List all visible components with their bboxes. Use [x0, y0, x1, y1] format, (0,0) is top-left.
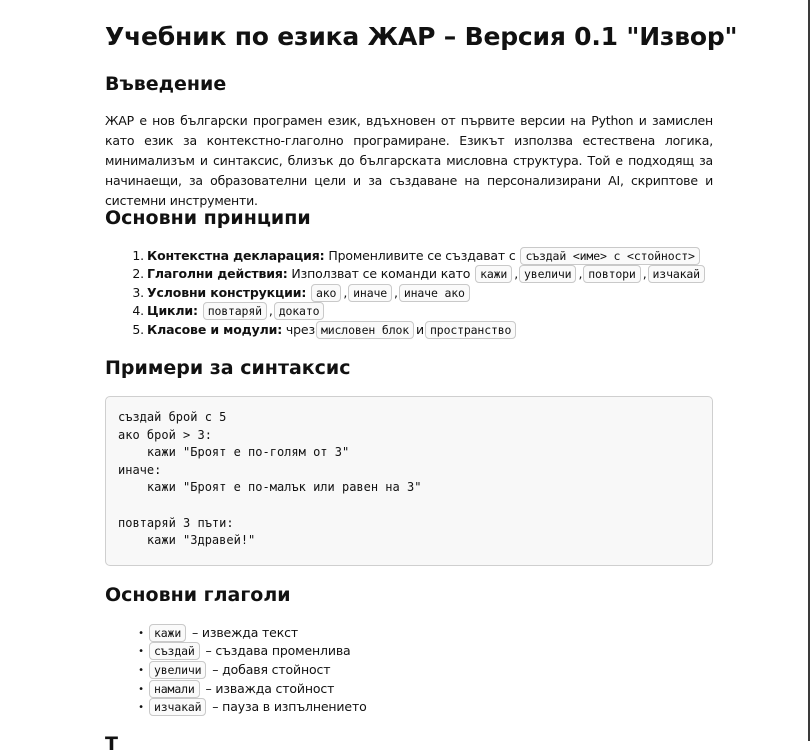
code-inline: повтори — [583, 265, 640, 283]
code-inline: мисловен блок — [316, 321, 414, 339]
bullet-icon: • — [138, 684, 144, 695]
bullet-icon: • — [138, 646, 144, 657]
code-inline: докато — [274, 302, 325, 320]
code-inline: създай — [149, 642, 200, 660]
principle-label: Цикли: — [147, 303, 198, 318]
principles-heading: Основни принципи — [105, 207, 311, 229]
code-inline: увеличи — [519, 265, 576, 283]
bullet-icon: • — [138, 702, 144, 713]
code-inline: изчакай — [149, 698, 206, 716]
principle-label: Контекстна декларация: — [147, 248, 325, 263]
code-inline: повтаряй — [203, 302, 267, 320]
code-inline: създай <име> с <стойност> — [520, 247, 699, 265]
code-block — [105, 396, 713, 566]
verb-item: • намали – изважда стойност — [136, 680, 334, 699]
principle-item: 2. Глаголни действия: Използват се команди като кажи , увеличи , повтори , изчакай — [128, 265, 707, 283]
intro-heading: Въведение — [105, 73, 227, 95]
verb-item: • създай – създава променлива — [136, 642, 351, 661]
principle-label: Класове и модули: — [147, 322, 283, 337]
principle-label: Условни конструкции: — [147, 285, 307, 300]
verb-item: • изчакай – пауза в изпълнението — [136, 698, 367, 717]
code-inline: кажи — [149, 624, 186, 642]
principle-item: 5. Класове и модули: чрез мисловен блок и пространство — [128, 321, 518, 339]
intro-paragraph: ЖАР е нов български програмен език, вдъхновен от първите версии на Python и замислен като език за контекстно-глаголно програмиране. Езикът използва естествена логика, минимализъм и синтаксис, близък до българската мисловна структура. Той е подходящ за начинаещи, за образователни цели и за създаване на персонализирани AI, скриптове и системни инструменти. — [105, 113, 713, 208]
verb-item: • кажи – извежда текст — [136, 624, 298, 643]
principle-item: 3. Условни конструкции: ако , иначе , иначе ако — [128, 284, 472, 302]
verb-item: • увеличи – добавя стойност — [136, 661, 330, 680]
code-block-text: създай брой с 5 ако брой > 3: кажи "Броят е по-голям от 3" иначе: кажи "Броят е по-малък или равен на 3" повтаряй 3 пъти: кажи "Здравей!" — [118, 410, 422, 548]
principle-item: 1. Контекстна декларация: Променливите се създават с създай <име> с <стойност> — [128, 247, 702, 265]
code-inline: кажи — [475, 265, 512, 283]
principle-item: 4. Цикли: повтаряй , докато — [128, 302, 326, 320]
code-inline: пространство — [425, 321, 516, 339]
next-section-heading: Т — [105, 733, 118, 755]
bullet-icon: • — [138, 628, 144, 639]
code-inline: ако — [311, 284, 341, 302]
syntax-heading: Примери за синтаксис — [105, 357, 351, 379]
principle-label: Глаголни действия: — [147, 266, 288, 281]
page-title: Учебник по езика ЖАР – Версия 0.1 "Извор" — [105, 22, 738, 51]
code-inline: увеличи — [149, 661, 206, 679]
code-inline: иначе ако — [399, 284, 470, 302]
bullet-icon: • — [138, 665, 144, 676]
code-inline: изчакай — [648, 265, 705, 283]
code-inline: намали — [149, 680, 200, 698]
code-inline: иначе — [348, 284, 392, 302]
verbs-heading: Основни глаголи — [105, 584, 291, 606]
